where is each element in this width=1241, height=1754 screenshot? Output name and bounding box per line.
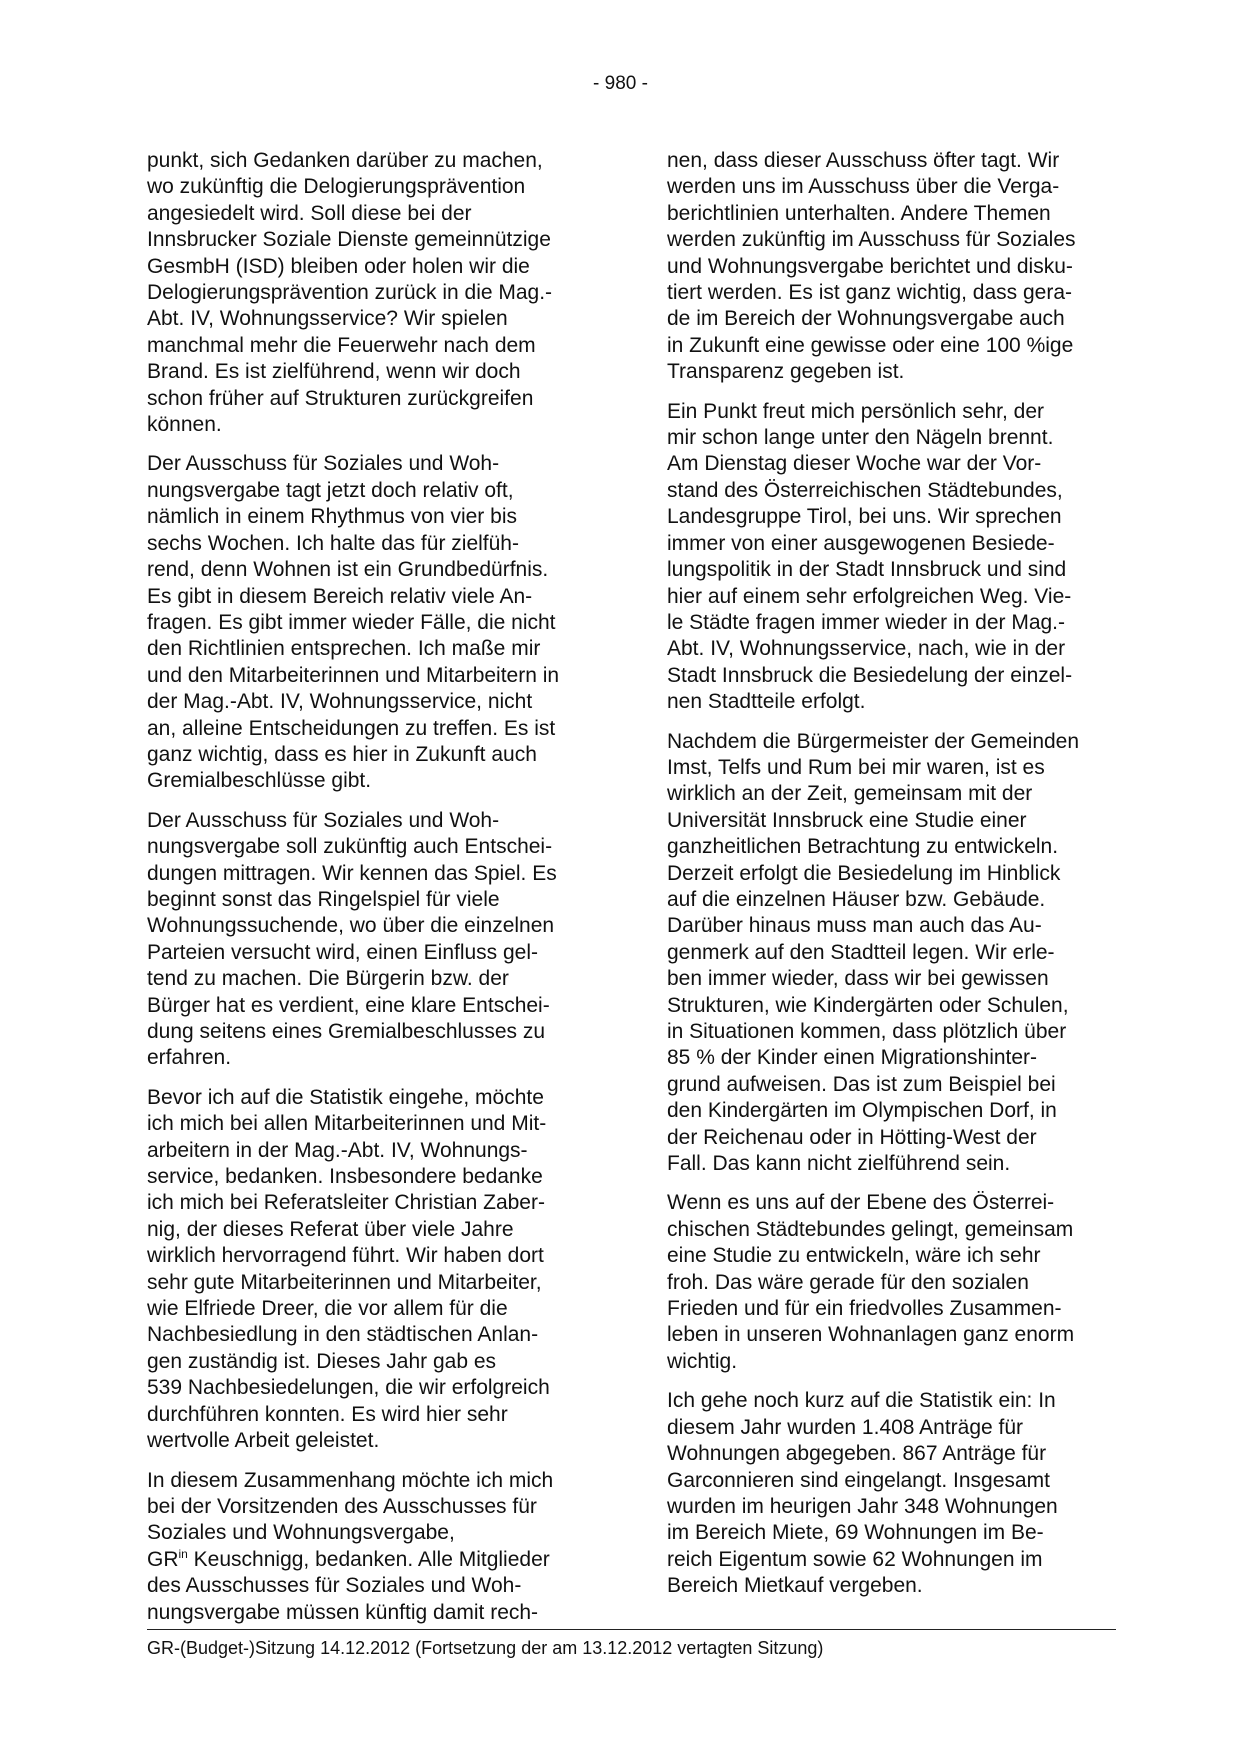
paragraph [667,148,1129,386]
text-line: Ein Punkt freut mich persönlich sehr, der [667,399,1045,423]
text-line: leben in unseren Wohnanlagen ganz enorm [667,1323,1075,1347]
paragraph [147,451,609,794]
text-line: der Reichenau oder in Hötting-West der [667,1125,1037,1149]
text-line: Delogierungsprävention zurück in die Mag.- [147,281,553,305]
text-line: Nachbesiedlung in den städtischen Anlan- [147,1323,539,1347]
text-line: diesem Jahr wurden 1.408 Anträge für [667,1415,1024,1439]
text-line: stand des Österreichischen Städtebundes, [667,478,1063,502]
text-line: eine Studie zu entwickeln, wäre ich sehr [667,1244,1041,1268]
text-line: grund aufweisen. Das ist zum Beispiel bei [667,1072,1056,1096]
text-line: Abt. IV, Wohnungsservice? Wir spielen [147,307,508,331]
text-line: werden uns im Ausschuss über die Verga- [667,175,1060,199]
text-line: lungspolitik in der Stadt Innsbruck und sind [667,558,1067,582]
text-line: Frieden und für ein friedvolles Zusammen- [667,1297,1062,1321]
text-line: schon früher auf Strukturen zurückgreifen [147,386,534,410]
text-line: gen zuständig ist. Dieses Jahr gab es [147,1349,497,1373]
paragraph [667,729,1129,1178]
text-line: ich mich bei Referatsleiter Christian Zaber- [147,1191,545,1215]
text-line: mir schon lange unter den Nägeln brennt. [667,426,1054,450]
text-line: ben immer wieder, dass wir bei gewissen [667,967,1049,991]
text-line: immer von einer ausgewogenen Besiede- [667,531,1055,555]
text-line: und den Mitarbeiterinnen und Mitarbeitern in [147,663,560,687]
text-line: Derzeit erfolgt die Besiedelung im Hinblick [667,861,1061,885]
text-line: Transparenz gegeben ist. [667,360,905,384]
text-line: nungsvergabe soll zukünftig auch Entschei- [147,835,553,859]
text-line: nig, der dieses Referat über viele Jahre [147,1217,514,1241]
text-line: nämlich in einem Rhythmus von vier bis [147,505,517,529]
text-line: Bevor ich auf die Statistik eingehe, möchte [147,1085,544,1109]
text-line: ganzheitlichen Betrachtung zu entwickeln. [667,835,1059,859]
text-line: Bereich Mietkauf vergeben. [667,1574,923,1598]
text-line: in Zukunft eine gewisse oder eine 100 %ige [667,333,1074,357]
text-line: de im Bereich der Wohnungsvergabe auch [667,307,1065,331]
text-line: Wenn es uns auf der Ebene des Österrei- [667,1191,1055,1215]
text-line: nungsvergabe tagt jetzt doch relativ oft, [147,478,514,502]
text-line: Universität Innsbruck eine Studie einer [667,808,1027,832]
text-line: punkt, sich Gedanken darüber zu machen, [147,149,543,172]
text-line: wirklich an der Zeit, gemeinsam mit der [667,782,1033,806]
text-line: wichtig. [667,1349,738,1373]
text-line: durchführen konnten. Es wird hier sehr [147,1402,508,1426]
text-line: tend zu machen. Die Bürgerin bzw. der [147,967,509,991]
text-line: ganz wichtig, dass es hier in Zukunft auch [147,742,537,766]
text-line: In diesem Zusammenhang möchte ich mich [147,1468,554,1492]
text-line: dung seitens eines Gremialbeschlusses zu [147,1020,546,1043]
text-line: Abt. IV, Wohnungsservice, nach, wie in der [667,637,1066,661]
text-line: Darüber hinaus muss man auch das Au- [667,914,1042,938]
paragraph [147,1085,609,1455]
text-line: können. [147,413,222,437]
text-line: ich mich bei allen Mitarbeiterinnen und Mit- [147,1112,547,1136]
text-line: Fall. Das kann nicht zielführend sein. [667,1152,1011,1176]
paragraph [667,1388,1129,1599]
paragraph [147,1468,609,1626]
text-line: 539 Nachbesiedelungen, die wir erfolgreich [147,1376,550,1400]
text-line: wirklich hervorragend führt. Wir haben dort [147,1244,544,1268]
text-line: an, alleine Entscheidungen zu treffen. Es ist [147,716,556,740]
text-line: Bürger hat es verdient, eine klare Entschei- [147,993,550,1017]
text-line: den Richtlinien entsprechen. Ich maße mir [147,637,541,661]
text-line: arbeitern in der Mag.-Abt. IV, Wohnungs- [147,1138,528,1162]
text-line: Wohnungssuchende, wo über die einzelnen [147,914,555,938]
text-line: service, bedanken. Insbesondere bedanke [147,1165,543,1189]
text-line: im Bereich Miete, 69 Wohnungen im Be- [667,1521,1044,1545]
text-line: und Wohnungsvergabe berichtet und disku- [667,254,1073,278]
text-line: Strukturen, wie Kindergärten oder Schulen, [667,993,1069,1017]
text-line: werden zukünftig im Ausschuss für Soziales [667,228,1076,252]
superscript: in [178,1546,188,1561]
text-line: nungsvergabe müssen künftig damit rech- [147,1600,539,1624]
text-line: nen, dass dieser Ausschuss öfter tagt. Wir [667,149,1060,172]
text-line: chischen Städtebundes gelingt, gemeinsam [667,1217,1074,1241]
text-line: dungen mittragen. Wir kennen das Spiel. Es [147,861,557,885]
text-line: angesiedelt wird. Soll diese bei der [147,201,472,225]
text-line: wurden im heurigen Jahr 348 Wohnungen [667,1494,1058,1518]
text-line [147,1547,609,1573]
text-line: nen Stadtteile erfolgt. [667,690,866,714]
text-line: in Situationen kommen, dass plötzlich über [667,1020,1067,1043]
text-segment: GR [147,1547,179,1571]
text-line: froh. Das wäre gerade für den sozialen [667,1270,1029,1294]
text-line: Am Dienstag dieser Woche war der Vor- [667,452,1042,476]
text-line: genmerk auf den Stadtteil legen. Wir erle- [667,940,1055,964]
paragraph [147,808,609,1072]
text-line: erfahren. [147,1046,232,1070]
text-line: reich Eigentum sowie 62 Wohnungen im [667,1547,1043,1571]
text-line: Gremialbeschlüsse gibt. [147,769,372,793]
page-number: - 980 - [593,73,648,94]
text-line: den Kindergärten im Olympischen Dorf, in [667,1099,1057,1123]
text-line: Nachdem die Bürgermeister der Gemeinden [667,729,1080,753]
text-segment: Keuschnigg, bedanken. Alle Mitglieder [187,1547,550,1571]
text-line: Es gibt in diesem Bereich relativ viele An- [147,584,533,608]
right-column [667,148,1129,1613]
text-line: Soziales und Wohnungsvergabe, [147,1521,455,1545]
text-line: manchmal mehr die Feuerwehr nach dem [147,333,536,357]
text-line: sehr gute Mitarbeiterinnen und Mitarbeiter, [147,1270,542,1294]
text-line: Ich gehe noch kurz auf die Statistik ein: In [667,1389,1056,1413]
text-line: GesmbH (ISD) bleiben oder holen wir die [147,254,530,278]
paragraph [667,399,1129,716]
text-line: fragen. Es gibt immer wieder Fälle, die nicht [147,610,556,634]
text-line: des Ausschusses für Soziales und Woh- [147,1574,522,1598]
text-line: Parteien versucht wird, einen Einfluss gel- [147,940,539,964]
text-line: wie Elfriede Dreer, die vor allem für die [147,1297,508,1321]
text-line: bei der Vorsitzenden des Ausschusses für [147,1494,537,1518]
text-line: le Städte fragen immer wieder in der Mag.- [667,610,1066,634]
text-line: auf die einzelnen Häuser bzw. Gebäude. [667,887,1046,911]
text-line: Der Ausschuss für Soziales und Woh- [147,808,500,832]
text-line: hier auf einem sehr erfolgreichen Weg. Vie- [667,584,1072,608]
paragraph [147,148,609,438]
text-line: Landesgruppe Tirol, bei uns. Wir sprechen [667,505,1062,529]
text-line: beginnt sonst das Ringelspiel für viele [147,887,500,911]
text-line: Innsbrucker Soziale Dienste gemeinnützige [147,228,551,252]
text-line: Wohnungen abgegeben. 867 Anträge für [667,1442,1047,1466]
text-line: tiert werden. Es ist ganz wichtig, dass gera- [667,281,1073,305]
text-line: wo zukünftig die Delogierungsprävention [147,175,526,199]
text-line: Der Ausschuss für Soziales und Woh- [147,452,500,476]
text-line: Imst, Telfs und Rum bei mir waren, ist es [667,755,1045,779]
footer-text: GR-(Budget-)Sitzung 14.12.2012 (Fortsetzung der am 13.12.2012 vertagten Sitzung) [147,1638,824,1658]
text-line: der Mag.-Abt. IV, Wohnungsservice, nicht [147,690,533,714]
text-line: rend, denn Wohnen ist ein Grundbedürfnis. [147,558,549,582]
text-line: Brand. Es ist zielführend, wenn wir doch [147,360,521,384]
text-line: wertvolle Arbeit geleistet. [147,1429,380,1453]
text-line: sechs Wochen. Ich halte das für zielfüh- [147,531,519,555]
text-line: Garconnieren sind eingelangt. Insgesamt [667,1468,1050,1492]
text-line: berichtlinien unterhalten. Andere Themen [667,201,1051,225]
text-line: 85 % der Kinder einen Migrationshinter- [667,1046,1038,1070]
footer-divider [147,1629,1116,1630]
paragraph [667,1190,1129,1375]
text-line: Stadt Innsbruck die Besiedelung der einzel- [667,663,1073,687]
left-column [147,148,609,1639]
